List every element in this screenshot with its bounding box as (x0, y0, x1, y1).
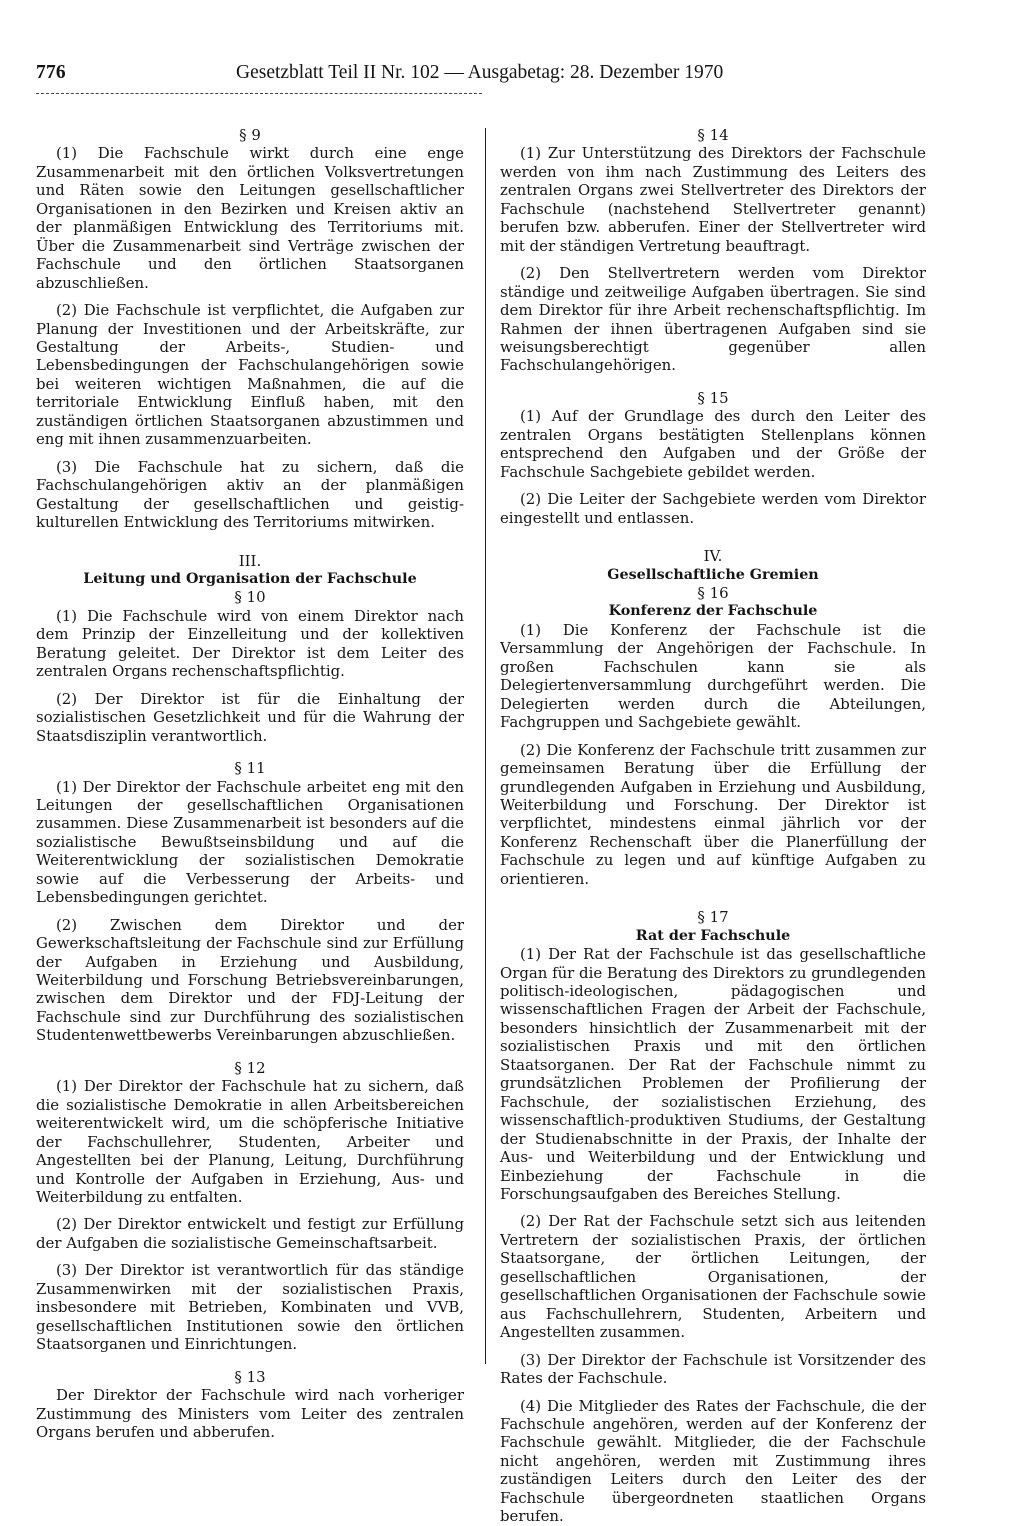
paragraph: (2) Der Direktor ist für die Einhaltung der sozialistischen Gesetzlichkeit und für die Wahrung der Staatsdisziplin verantwortlich. (36, 689, 464, 745)
paragraph: (2) Den Stellvertretern werden vom Direktor ständige und zeitweilige Aufgaben übertragen. Sie sind dem Direktor für ihre Arbeit rechenschaftspflichtig. Im Rahmen der ihnen übertragenen Aufgaben sind sie weisungsberechtigt gegenüber allen Fachschulangehörigen. (500, 264, 926, 375)
paragraph: (1) Der Direktor der Fachschule hat zu sichern, daß die sozialistische Demokratie in allen Arbeitsbereichen weiterentwickelt wird, um die schöpferische Initiative der Fachschullehrer, Studenten, Arbeiter und Angestellten bei der Planung, Leitung, Durchführung und Kontrolle der Aufgaben in Erziehung, Aus- und Weiterbildung zu entfalten. (36, 1077, 464, 1207)
page-header (36, 62, 748, 96)
paragraph: (1) Der Direktor der Fachschule arbeitet eng mit den Leitungen der gesellschaftlichen Organisationen zusammen. Diese Zusammenarbeit ist besonders auf die sozialistische Bewußtseinsbildung und auf die Weiterentwicklung der sozialistischen Demokratie sowie auf die Verbesserung der Arbeits- und Lebensbedingungen gerichtet. (36, 777, 464, 907)
section-heading: § 16 (697, 583, 729, 602)
column-divider (485, 128, 486, 1364)
section-heading: § 14 (697, 126, 729, 144)
running-title: Gesetzblatt Teil II Nr. 102 — Ausgabetag: 28. Dezember 1970 (236, 62, 724, 83)
paragraph: (3) Der Direktor der Fachschule ist Vorsitzender des Rates der Fachschule. (500, 1350, 926, 1388)
chapter-title: Gesellschaftliche Gremien (607, 566, 819, 583)
paragraph: (2) Der Rat der Fachschule setzt sich aus leitenden Vertretern der sozialistischen Praxis, der örtlichen Staatsorgane, der örtlichen Leitungen, der gesellschaftlichen Organisationen, der gesellschaftlichen Organisationen der Fachschule sowie aus Fachschullehrern, Studenten, Arbeitern und Angestellten zusammen. (500, 1212, 926, 1342)
section-title: Rat der Fachschule (635, 927, 791, 944)
section-heading: § 10 (234, 588, 266, 607)
paragraph: (4) Die Mitglieder des Rates der Fachschule, die der Fachschule angehören, werden auf der Konferenz der Fachschule gewählt. Mitglieder, die der Fachschule nicht angehören, werden mit Zustimmung ihres zuständigen Leiters durch den Leiter des der Fachschule übergeordneten staatlichen Organs berufen. (500, 1396, 926, 1526)
section-heading: § 15 (697, 388, 729, 407)
paragraph: (2) Der Direktor entwickelt und festigt zur Erfüllung der Aufgaben die sozialistische Gemeinschaftsarbeit. (36, 1215, 464, 1252)
section-heading: § 11 (234, 759, 266, 778)
paragraph: (3) Die Fachschule hat zu sichern, daß die Fachschulangehörigen aktiv an der planmäßigen Gestaltung der gesellschaftlichen und geistig-kulturellen Entwicklung des Territoriums mitwirken. (36, 457, 464, 532)
paragraph: (1) Auf der Grundlage des durch den Leiter des zentralen Organs bestätigten Stellenplans können entsprechend den Aufgaben und der Größe der Fachschule Sachgebiete gebildet werden. (500, 407, 926, 481)
header-rule (36, 93, 482, 94)
left-column (36, 126, 464, 1441)
section-title: Konferenz der Fachschule (608, 603, 818, 620)
right-column (500, 126, 926, 1526)
page-number: 776 (36, 62, 66, 83)
paragraph: (2) Die Leiter der Sachgebiete werden vom Direktor eingestellt und entlassen. (500, 490, 926, 527)
paragraph: (1) Der Rat der Fachschule ist das gesellschaftliche Organ für die Beratung des Direktors zu grundlegenden politisch-ideologischen, pädagogischen und wissenschaftlichen Fragen der Arbeit der Fachschule, besonders hinsichtlich der Zusammenarbeit mit der sozialistischen Praxis und mit den örtlichen Staatsorganen. Der Rat der Fachschule nimmt zu grundsätzlichen Problemen der Profilierung der Fachschule, der sozialistischen Erziehung, des wissenschaftlich-produktiven Studiums, der Gestaltung der Studienabschnitte in der Praxis, der Inhalte der Aus- und Weiterbildung und der Entwicklung und Einbeziehung der Fachschule in die Forschungsaufgaben des Bereiches Stellung. (500, 945, 926, 1204)
section-heading: § 17 (697, 908, 729, 927)
section-heading: § 13 (234, 1367, 266, 1386)
paragraph: (2) Die Fachschule ist verpflichtet, die Aufgaben zur Planung der Investitionen und der Arbeitskräfte, zur Gestaltung der Arbeits-, Studien- und Lebensbedingungen der Fachschulangehörigen sowie bei weiteren wichtigen Maßnahmen, die auf die territoriale Entwicklung Einfluß haben, mit den zuständigen örtlichen Staatsorganen abzustimmen und eng mit ihnen zusammenzuarbeiten. (36, 301, 464, 449)
paragraph: (1) Zur Unterstützung des Direktors der Fachschule werden von ihm nach Zustimmung des Leiters des zentralen Organs zwei Stellvertreter des Direktors der Fachschule (nachstehend Stellvertreter genannt) berufen bzw. abberufen. Einer der Stellvertreter wird mit der ständigen Vertretung beauftragt. (500, 144, 926, 255)
paragraph: (1) Die Konferenz der Fachschule ist die Versammlung der Angehörigen der Fachschule. In großen Fachschulen kann sie als Delegiertenversammlung durchgeführt werden. Die Delegierten werden durch die Abteilungen, Fachgruppen und Sachgebiete gewählt. (500, 620, 926, 732)
section-heading: § 9 (239, 126, 261, 144)
paragraph: (2) Die Konferenz der Fachschule tritt zusammen zur gemeinsamen Beratung über die Erfüllung der grundlegenden Aufgaben in Erziehung und Ausbildung, Weiterbildung und Forschung. Der Direktor ist verpflichtet, mindestens einmal jährlich vor der Konferenz Rechenschaft über die Planerfüllung der Fachschule zu legen und auf künftige Aufgaben zu orientieren. (500, 740, 926, 888)
paragraph: (1) Die Fachschule wird von einem Direktor nach dem Prinzip der Einzelleitung und der kollektiven Beratung geleitet. Der Direktor ist dem Leiter des zentralen Organs rechenschaftspflichtig. (36, 606, 464, 681)
paragraph: (1) Die Fachschule wirkt durch eine enge Zusammenarbeit mit den örtlichen Volksvertretungen und Räten sowie den Leitungen gesellschaftlicher Organisationen in den Bezirken und Kreisen aktiv an der planmäßigen Entwicklung des Territoriums mit. Über die Zusammenarbeit sind Verträge zwischen der Fachschule und den örtlichen Staatsorganen abzuschließen. (36, 144, 464, 292)
chapter-title: Leitung und Organisation der Fachschule (83, 570, 417, 587)
paragraph: (2) Zwischen dem Direktor und der Gewerkschaftsleitung der Fachschule sind zur Erfüllung der Aufgaben in Erziehung und Ausbildung, Weiterbildung und Forschung Betriebsvereinbarungen, zwischen dem Direktor und der FDJ-Leitung der Fachschule sind zur Durchführung des sozialistischen Studentenwettbewerbs Vereinbarungen abzuschließen. (36, 915, 464, 1045)
chapter-number: IV. (703, 547, 723, 566)
paragraph: Der Direktor der Fachschule wird nach vorheriger Zustimmung des Ministers vom Leiter des zentralen Organs berufen und abberufen. (36, 1386, 464, 1441)
paragraph: (3) Der Direktor ist verantwortlich für das ständige Zusammenwirken mit der sozialistischen Praxis, insbesondere mit Betrieben, Kombinaten und VVB, gesellschaftlichen Institutionen sowie den örtlichen Staatsorganen und Einrichtungen. (36, 1261, 464, 1354)
section-heading: § 12 (234, 1058, 266, 1077)
chapter-number: III. (238, 551, 262, 570)
